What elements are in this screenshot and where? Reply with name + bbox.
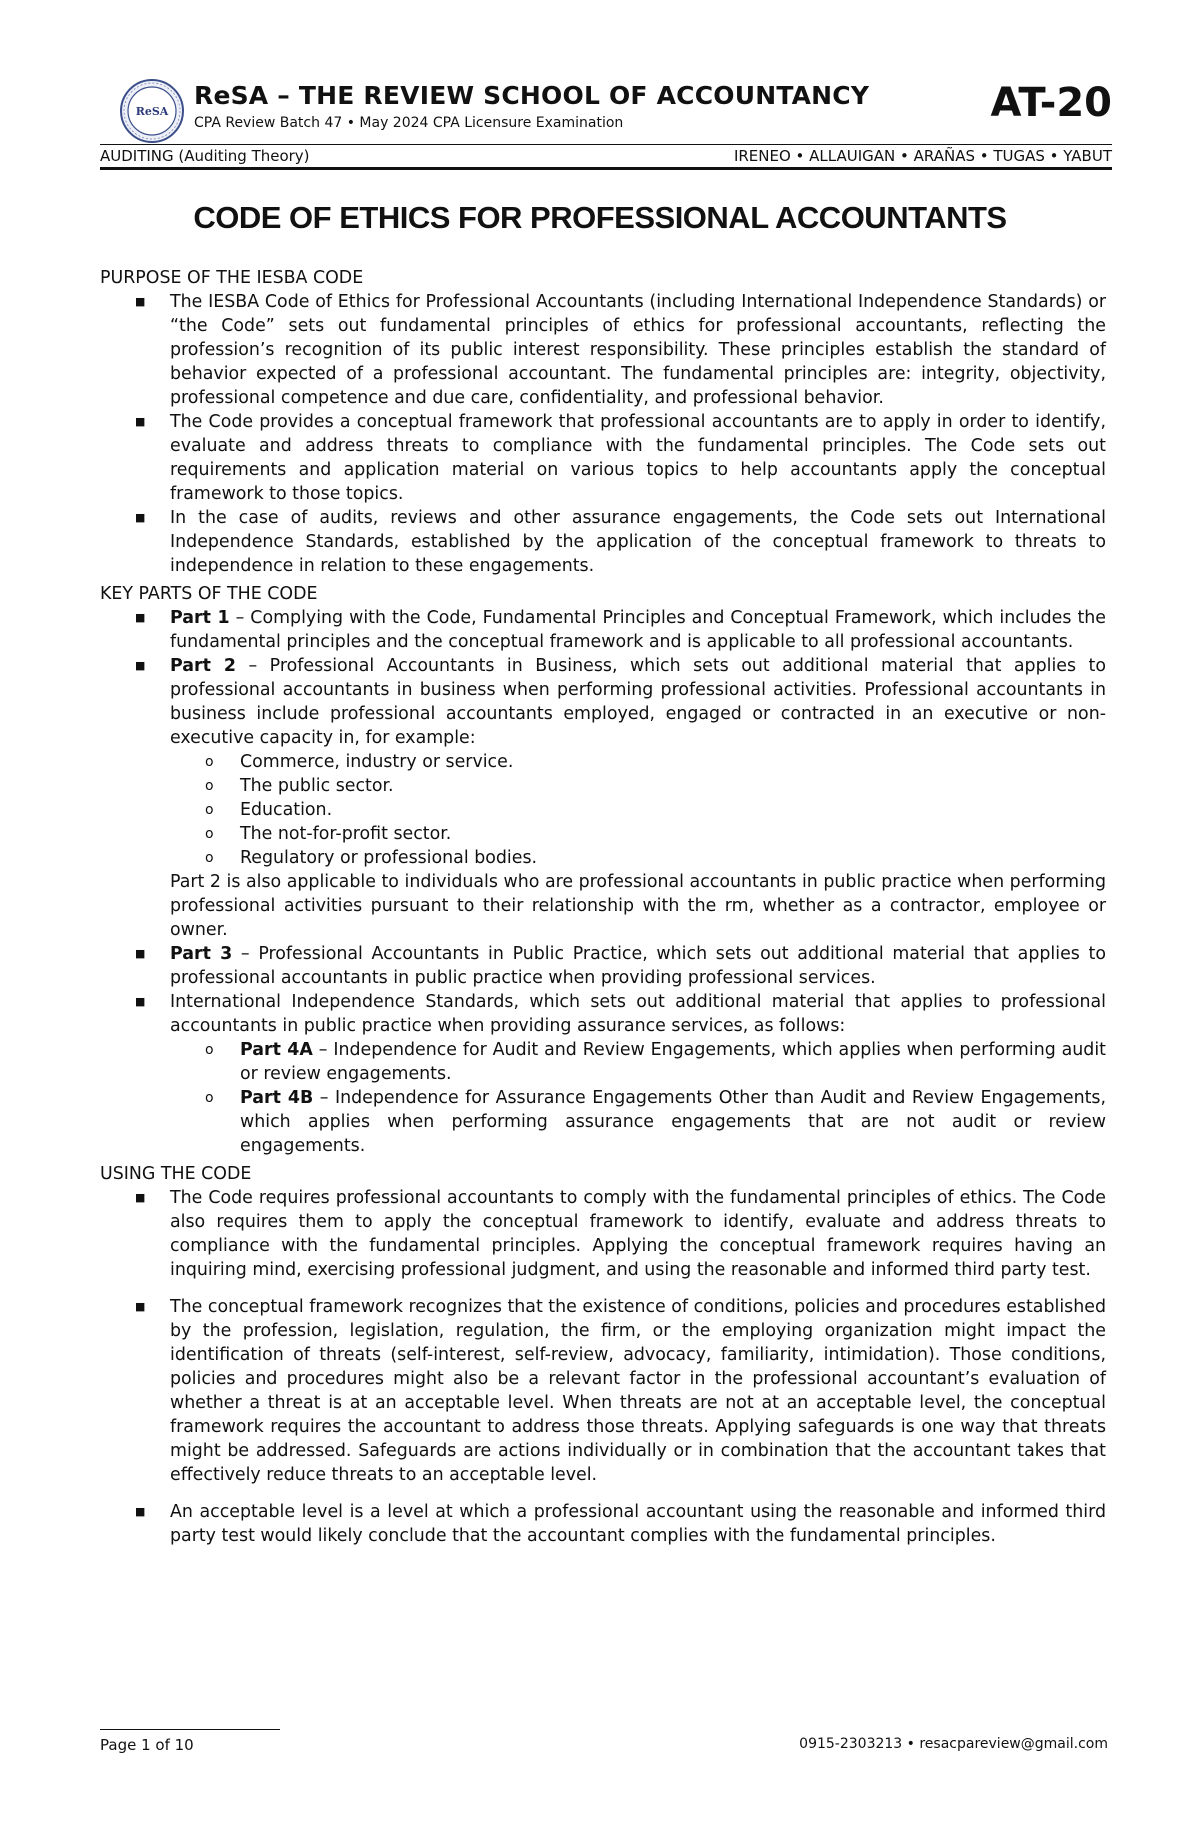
- list-item-part-3: ■ Part 3 – Professional Accountants in Public Practice, which sets out additional material that applies to professional accountants in public practice when providing professional services.: [135, 944, 1106, 988]
- circle-bullet-icon: o: [205, 802, 214, 818]
- square-bullet-icon: ■: [135, 511, 146, 524]
- subject-label: AUDITING (Auditing Theory): [100, 147, 310, 165]
- authors-label: IRENEO • ALLAUIGAN • ARAÑAS • TUGAS • YABUT: [733, 147, 1112, 165]
- list-item: ■ In the case of audits, reviews and other assurance engagements, the Code sets out International Independence Standards, established by the application of the conceptual framework to threats to independence in relation to these engagements.: [135, 508, 1106, 576]
- section-heading-key-parts: KEY PARTS OF THE CODE: [100, 584, 318, 604]
- logo-text: ReSA: [135, 105, 169, 118]
- batch-info: CPA Review Batch 47 • May 2024 CPA Licensure Examination: [194, 115, 624, 131]
- sub-list-item-part-4a: o Part 4A – Independence for Audit and Review Engagements, which applies when performing audit or review engagements.: [205, 1040, 1106, 1084]
- square-bullet-icon: ■: [135, 947, 146, 960]
- square-bullet-icon: ■: [135, 1300, 146, 1313]
- key-parts-list: [100, 606, 1106, 1158]
- sub-list-item-part-4b: o Part 4B – Independence for Assurance Engagements Other than Audit and Review Engagements, which applies when performing assurance engagements that are not audit or review engagements.: [205, 1088, 1106, 1156]
- list-item: ■ An acceptable level is a level at which a professional accountant using the reasonable and informed third party test would likely conclude that the accountant complies with the fundamental principles.: [135, 1502, 1106, 1546]
- square-bullet-icon: ■: [135, 995, 146, 1008]
- circle-bullet-icon: o: [205, 1090, 214, 1106]
- list-item-independence: ■ International Independence Standards, which sets out additional material that applies to professional accountants in public practice when providing assurance services, as follows: o Part 4A – Independence for Audit and Review Engagements, which applies when performing audit or review engagements. o Part 4B – Independence for Assurance Engagements Other than Audit and Review Engagements, which applies when performing assurance engagements that are not audit or review engagements.: [135, 992, 1106, 1156]
- part-2-examples: [170, 750, 1106, 870]
- header-rule-bottom: [100, 167, 1112, 170]
- using-code-list: [100, 1186, 1106, 1548]
- square-bullet-icon: ■: [135, 295, 146, 308]
- section-heading-purpose: PURPOSE OF THE IESBA CODE: [100, 268, 364, 288]
- square-bullet-icon: ■: [135, 1191, 146, 1204]
- sub-list-item: o The not-for-profit sector.: [205, 824, 452, 844]
- circle-bullet-icon: o: [205, 1042, 214, 1058]
- sub-list-item: o Commerce, industry or service.: [205, 752, 514, 772]
- circle-bullet-icon: o: [205, 754, 214, 770]
- part-2-note: Part 2 is also applicable to individuals who are professional accountants in public practice when performing professional activities pursuant to their relationship with the rm, whether as a contractor, employee or owner.: [170, 872, 1106, 940]
- square-bullet-icon: ■: [135, 611, 146, 624]
- circle-bullet-icon: o: [205, 826, 214, 842]
- square-bullet-icon: ■: [135, 1505, 146, 1518]
- list-item: ■ The IESBA Code of Ethics for Professional Accountants (including International Independence Standards) or “the Code” sets out fundamental principles of ethics for professional accountants, reflecting the profession’s recognition of its public interest responsibility. These principles establish the standard of behavior expected of a professional accountant. The fundamental principles are: integrity, objectivity, professional competence and due care, confidentiality, and professional behavior.: [135, 292, 1106, 408]
- sub-list-item: o The public sector.: [205, 776, 394, 796]
- document-code: AT-20: [990, 80, 1112, 126]
- sub-list-item: o Regulatory or professional bodies.: [205, 848, 538, 868]
- sub-list-item: o Education.: [205, 800, 333, 820]
- circle-bullet-icon: o: [205, 850, 214, 866]
- school-title: ReSA – THE REVIEW SCHOOL OF ACCOUNTANCY: [194, 81, 870, 110]
- list-item: ■ The Code provides a conceptual framework that professional accountants are to apply in order to identify, evaluate and address threats to compliance with the fundamental principles. The Code sets out requirements and application material on various topics to help accountants apply the conceptual framework to those topics.: [135, 412, 1106, 504]
- page-title: CODE OF ETHICS FOR PROFESSIONAL ACCOUNTANTS: [193, 200, 1007, 235]
- list-item: ■ The Code requires professional accountants to comply with the fundamental principles of ethics. The Code also requires them to apply the conceptual framework to identify, evaluate and address threats to compliance with the fundamental principles. Applying the conceptual framework requires having an inquiring mind, exercising professional judgment, and using the reasonable and informed third party test.: [135, 1188, 1106, 1280]
- square-bullet-icon: ■: [135, 415, 146, 428]
- document-body: [100, 266, 1106, 1548]
- list-item-part-2: ■ Part 2 – Professional Accountants in Business, which sets out additional material that applies to professional accountants in business when performing professional activities. Professional accountants in business include professional accountants employed, engaged or contracted in an executive or non-executive capacity in, for example: o Commerce, industry or service. o The public sector. o Education. o The not-for-profit sector. o Regulatory or professional bodies. Part 2 is also applicable to individuals who are professional accountants in public practice when performing professional activities pursuant to their relationship with the rm, whether as a contractor, employee or owner.: [135, 656, 1106, 940]
- page-number: Page 1 of 10: [100, 1736, 194, 1754]
- contact-info: 0915-2303213 • resacpareview@gmail.com: [799, 1736, 1108, 1752]
- independence-parts: [170, 1038, 1106, 1158]
- list-item-part-1: ■ Part 1 – Complying with the Code, Fundamental Principles and Conceptual Framework, which includes the fundamental principles and the conceptual framework and is applicable to all professional accountants.: [135, 608, 1106, 652]
- header-rule-top: [100, 144, 1112, 145]
- section-heading-using: USING THE CODE: [100, 1164, 252, 1184]
- resa-logo: [119, 78, 185, 144]
- square-bullet-icon: ■: [135, 659, 146, 672]
- footer-rule: [100, 1729, 280, 1730]
- purpose-list: [100, 290, 1106, 578]
- list-item: ■ The conceptual framework recognizes that the existence of conditions, policies and procedures established by the profession, legislation, regulation, the firm, or the employing organization might impact the identification of threats (self-interest, self-review, advocacy, familiarity, intimidation). Those conditions, policies and procedures might also be a relevant factor in the professional accountant’s evaluation of whether a threat is at an acceptable level. When threats are not at an acceptable level, the conceptual framework requires the accountant to address those threats. Applying safeguards is one way that threats might be addressed. Safeguards are actions individually or in combination that the accountant takes that effectively reduce threats to an acceptable level.: [135, 1297, 1106, 1485]
- circle-bullet-icon: o: [205, 778, 214, 794]
